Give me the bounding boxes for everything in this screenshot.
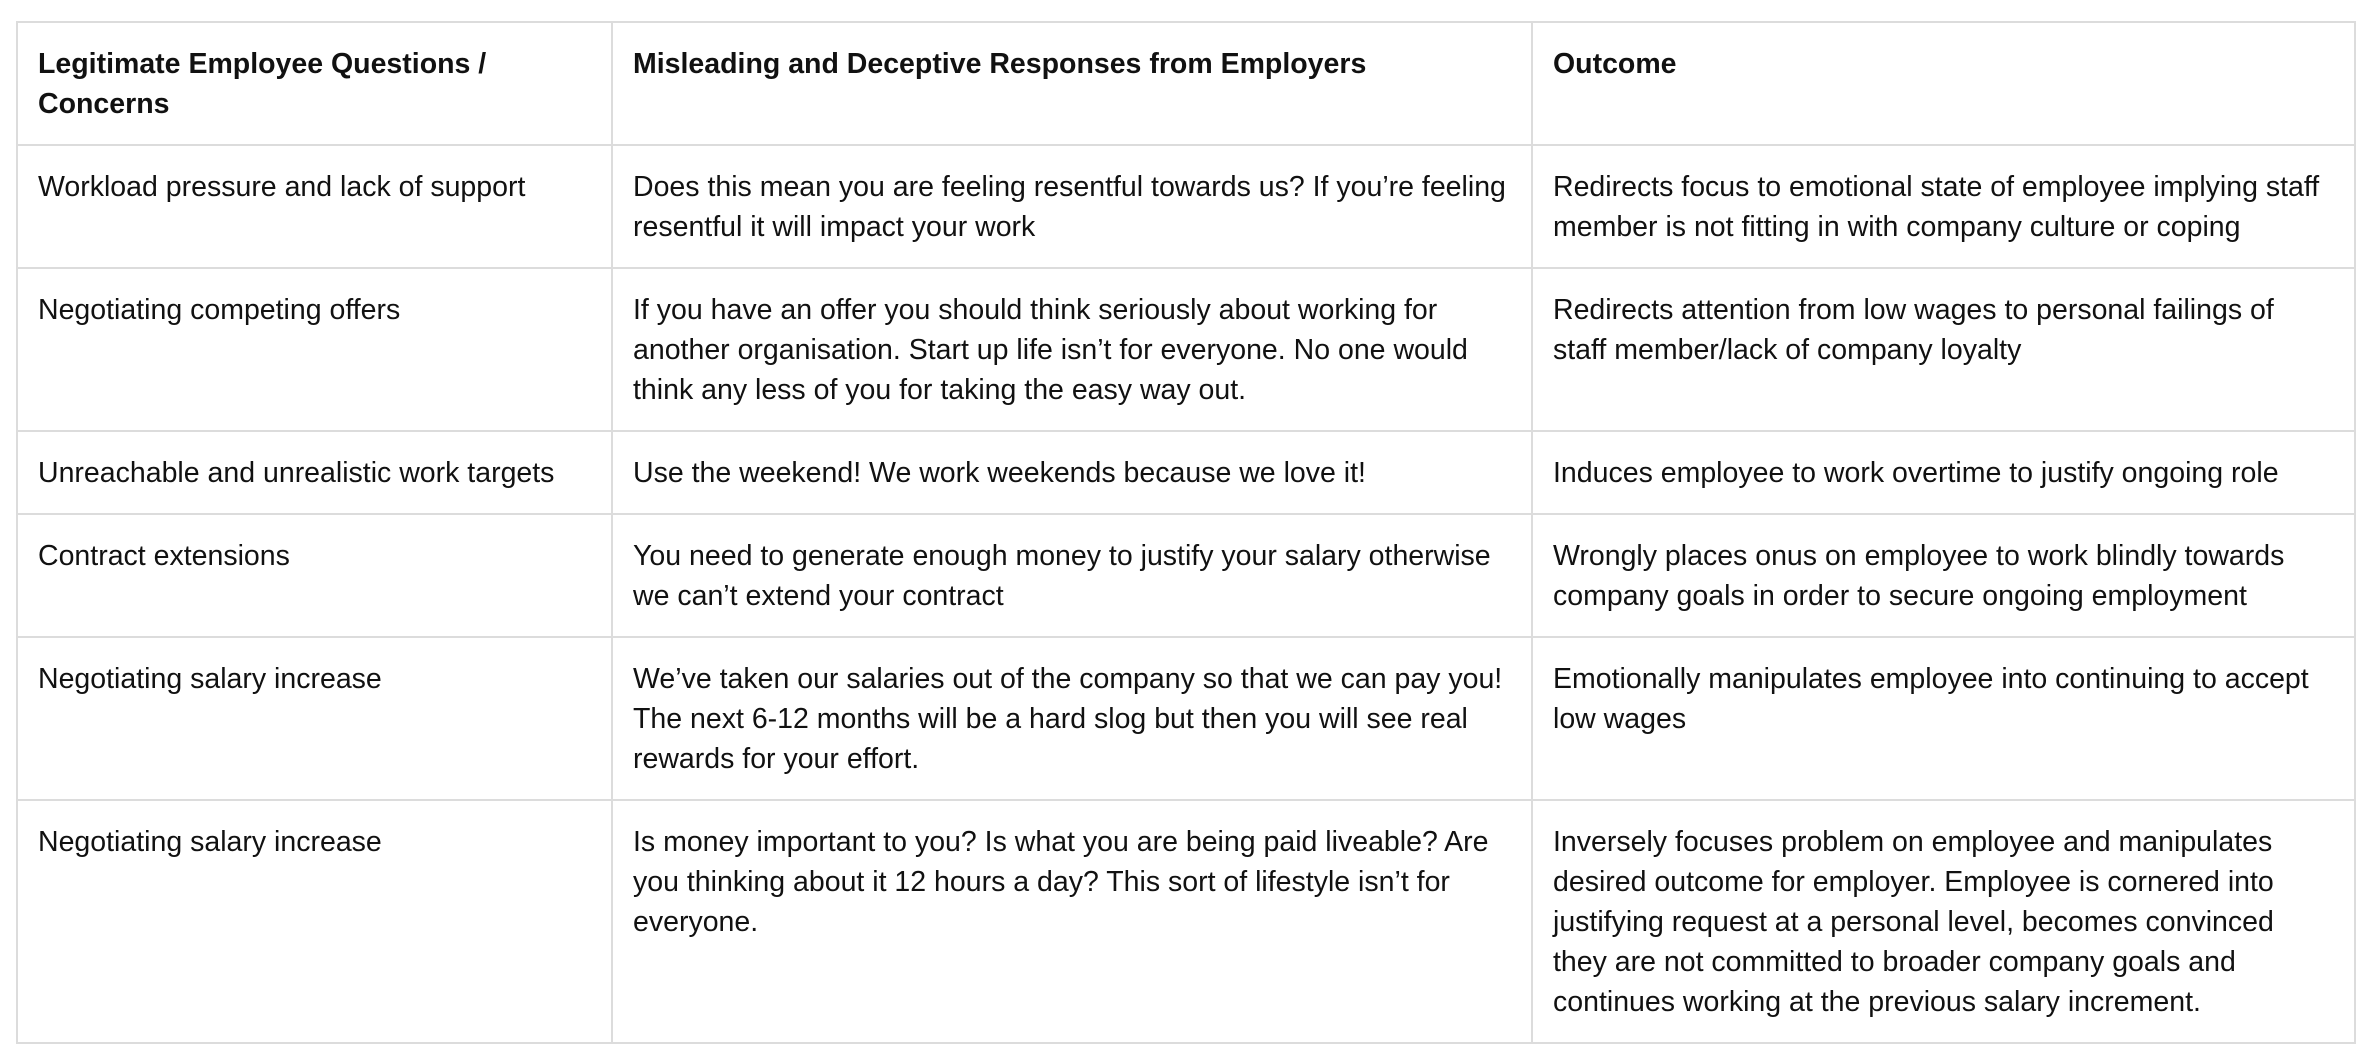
header-outcome: Outcome [1532,22,2355,145]
cell-outcome: Emotionally manipulates employee into continuing to accept low wages [1532,637,2355,800]
table-row [17,514,2355,637]
table-row [17,145,2355,268]
cell-response: We’ve taken our salaries out of the company so that we can pay you! The next 6-12 months will be a hard slog but then you will see real rewards for your effort. [612,637,1532,800]
cell-outcome: Redirects attention from low wages to personal failings of staff member/lack of company loyalty [1532,268,2355,431]
cell-outcome: Inversely focuses problem on employee and manipulates desired outcome for employer. Employee is cornered into justifying request at a personal level, becomes convinced they are not committed to broader company goals and continues working at the previous salary increment. [1532,800,2355,1043]
cell-outcome: Redirects focus to emotional state of employee implying staff member is not fitting in with company culture or coping [1532,145,2355,268]
cell-response: You need to generate enough money to justify your salary otherwise we can’t extend your contract [612,514,1532,637]
cell-response: Does this mean you are feeling resentful towards us? If you’re feeling resentful it will impact your work [612,145,1532,268]
table-row [17,637,2355,800]
header-row [17,22,2355,145]
cell-concern: Negotiating salary increase [17,637,612,800]
header-employee-concerns: Legitimate Employee Questions / Concerns [17,22,612,145]
cell-concern: Unreachable and unrealistic work targets [17,431,612,514]
cell-concern: Contract extensions [17,514,612,637]
table-row [17,268,2355,431]
table-body [17,145,2355,1043]
table-row [17,431,2355,514]
cell-concern: Negotiating salary increase [17,800,612,1043]
header-employer-responses: Misleading and Deceptive Responses from Employers [612,22,1532,145]
table-row [17,800,2355,1043]
cell-outcome: Wrongly places onus on employee to work blindly towards company goals in order to secure ongoing employment [1532,514,2355,637]
cell-response: Is money important to you? Is what you are being paid liveable? Are you thinking about it 12 hours a day? This sort of lifestyle isn’t for everyone. [612,800,1532,1043]
cell-concern: Negotiating competing offers [17,268,612,431]
cell-concern: Workload pressure and lack of support [17,145,612,268]
comparison-table [16,21,2356,1044]
cell-response: If you have an offer you should think seriously about working for another organisation. Start up life isn’t for everyone. No one would think any less of you for taking the easy way out. [612,268,1532,431]
comparison-table-container [16,21,2354,1044]
cell-response: Use the weekend! We work weekends because we love it! [612,431,1532,514]
table-header [17,22,2355,145]
cell-outcome: Induces employee to work overtime to justify ongoing role [1532,431,2355,514]
